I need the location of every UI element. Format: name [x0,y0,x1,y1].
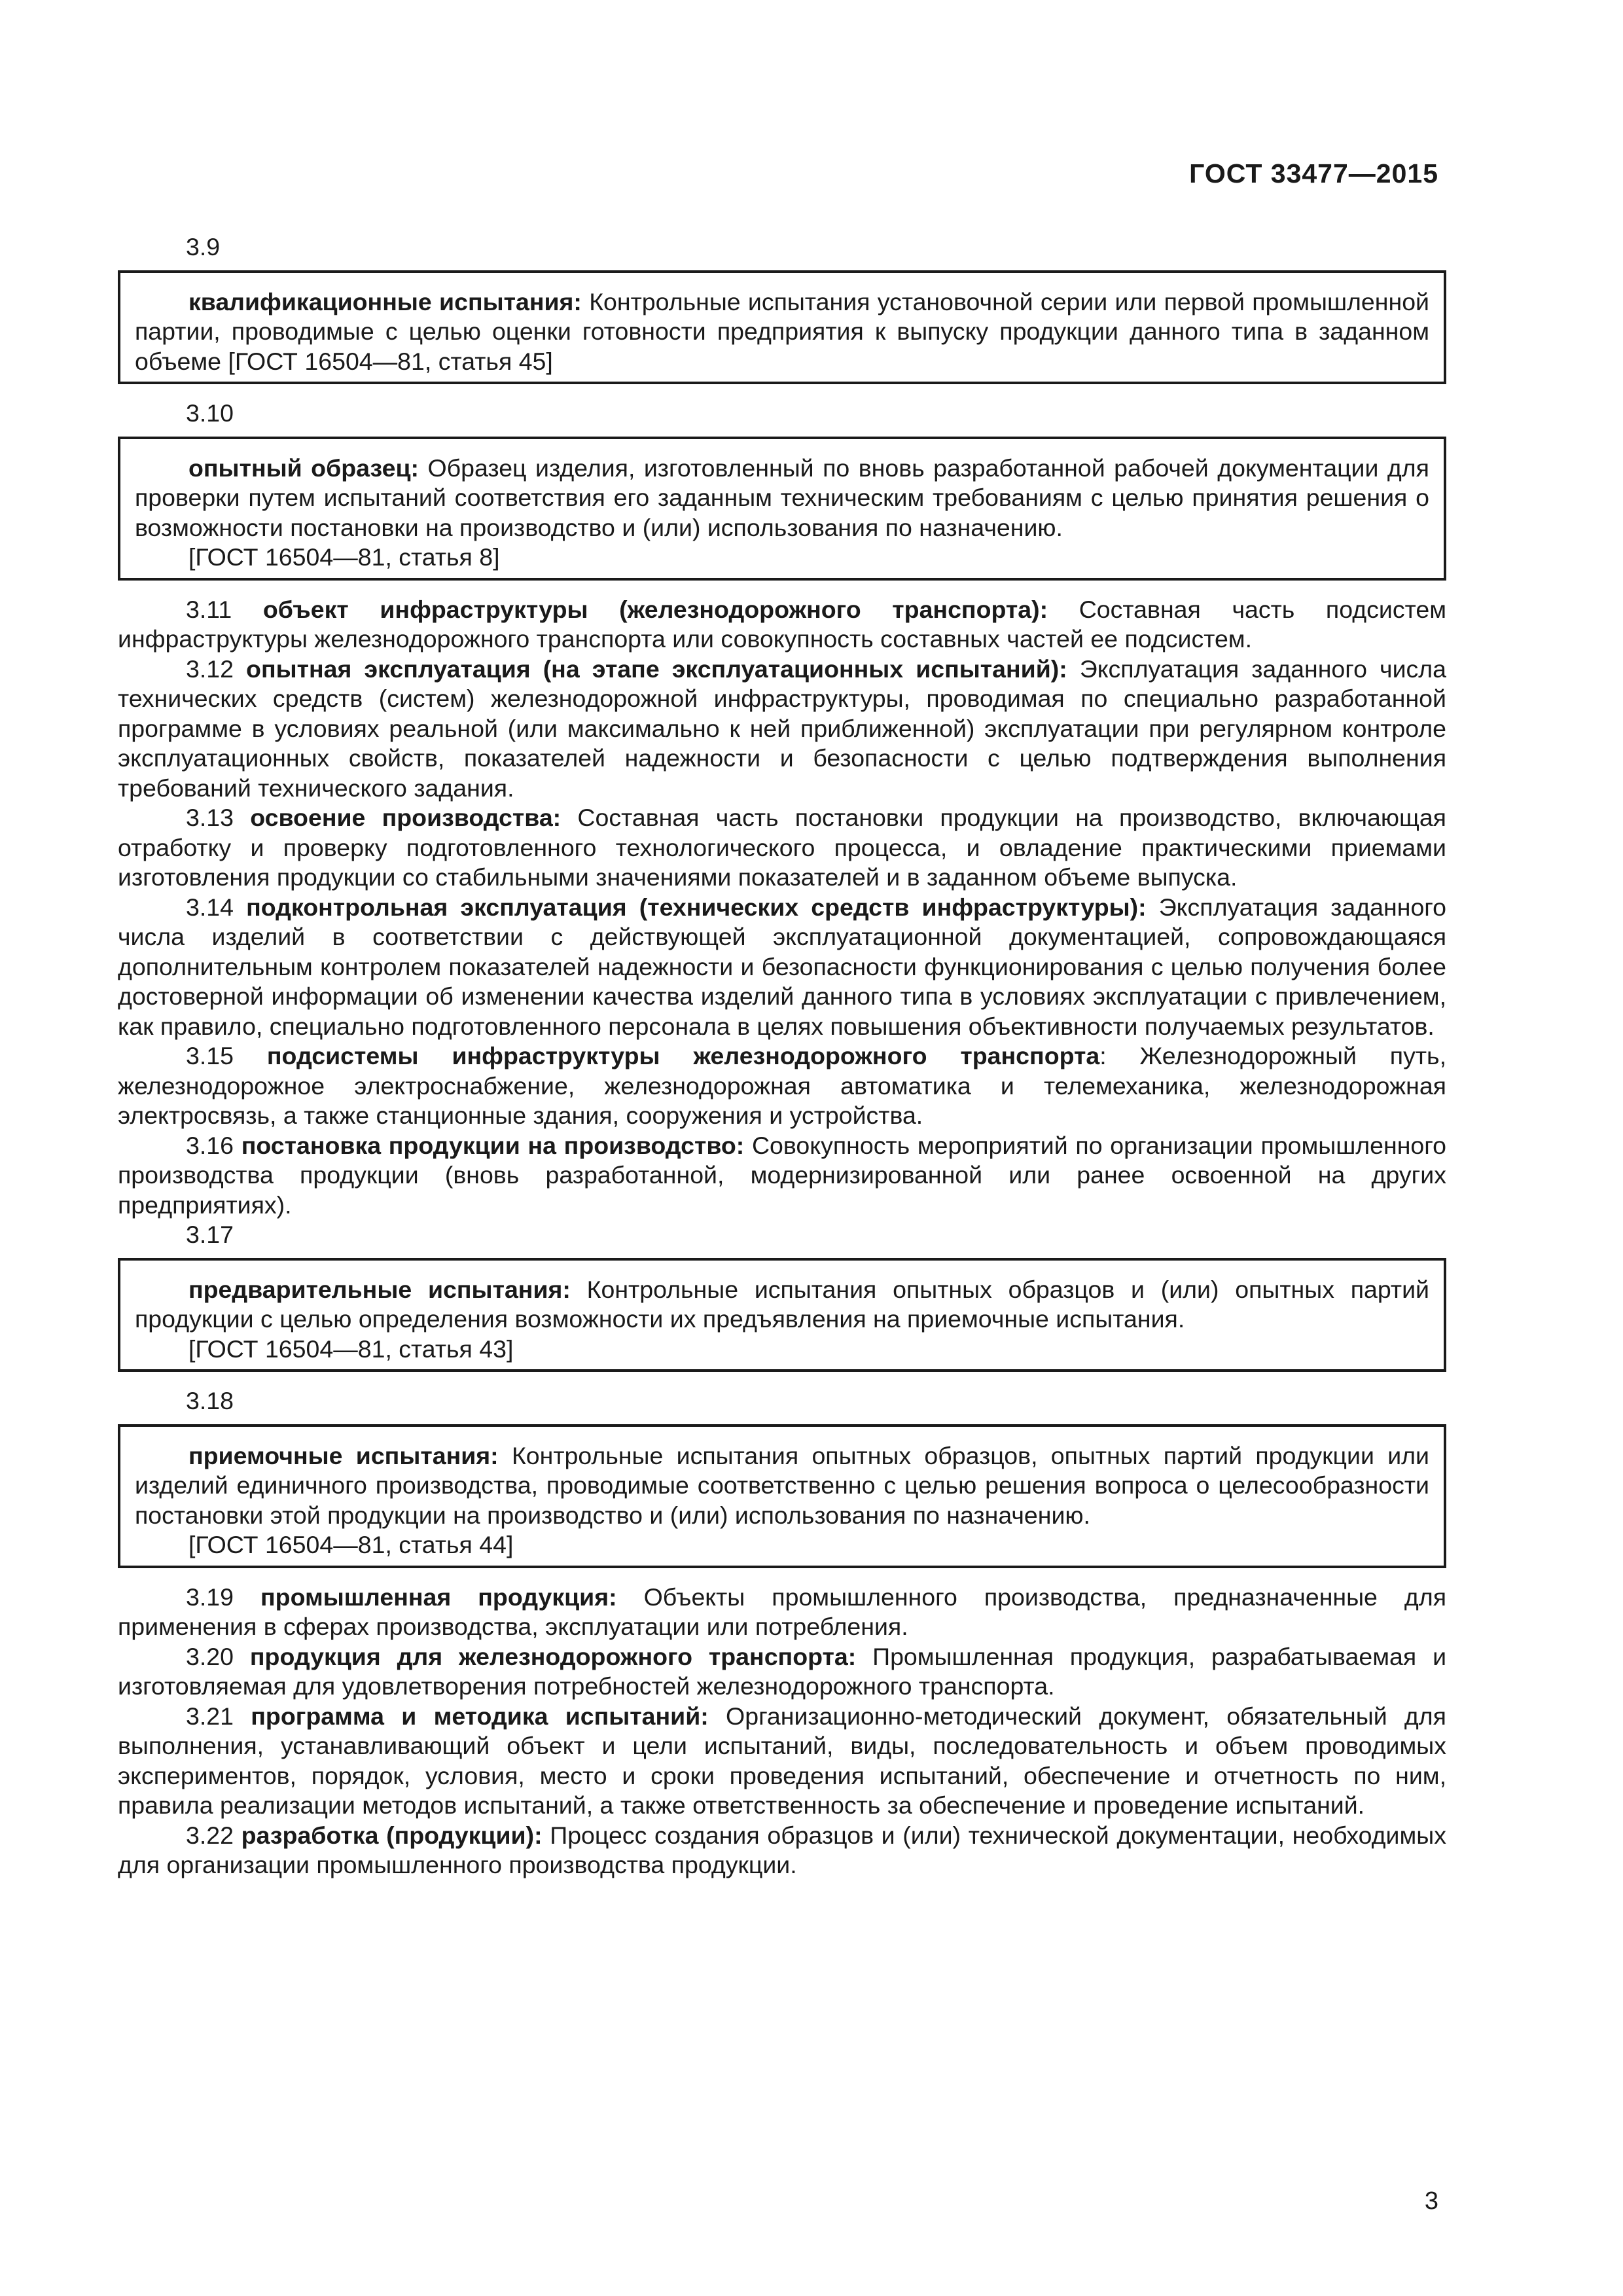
definition: Промышленная продукция, разрабатываемая и изготовляемая для удовлетворения потребностей железнодорожного транспорта. [118,1642,1447,1700]
definition: : Железнодорожный путь, железнодорожное электроснабжение, железнодорожная автоматика и телемеханика, железнодорожная электросвязь, а также станционные здания, сооружения и устройства. [118,1042,1446,1129]
definition-box [118,270,1446,385]
definition: Объекты промышленного производства, предназначенные для применения в сферах производства, эксплуатации или потребления. [118,1583,1447,1640]
clause-number: 3.9 [186,233,221,260]
clause-paragraph [118,1642,1446,1702]
source-reference: [ГОСТ 16504—81, статья 44] [188,1531,514,1558]
clause-number: 3.11 [186,595,232,623]
definition: Составная часть постановки продукции на производство, включающая отработку и проверку подготовленного технологического процесса, и овладение практическими приемами изготовления продукции со стабильными значениями показателей и в заданном объеме выпуска. [118,804,1446,891]
definition-text [135,287,1429,377]
term: продукция для железнодорожного транспорта: [249,1642,857,1670]
clause-paragraph [118,1702,1446,1821]
definition: Процесс создания образцов и (или) технической документации, необходимых для организации промышленного производства продукции. [118,1821,1446,1878]
clause-paragraph [118,1041,1446,1131]
term: приемочные испытания: [188,1441,499,1469]
clause-number: 3.22 [186,1821,234,1849]
clause-number: 3.20 [186,1642,234,1670]
term: объект инфраструктуры (железнодорожного транспорта): [262,595,1048,623]
definition-text [135,1441,1429,1531]
page-number: 3 [1424,2187,1438,2215]
term: опытная эксплуатация (на этапе эксплуатационных испытаний): [246,655,1067,683]
clause-paragraph [118,655,1446,804]
clause-paragraph [118,1821,1446,1880]
clause-number: 3.16 [186,1131,234,1159]
definition: Составная часть подсистем инфраструктуры железнодорожного транспорта или совокупность составных частей ее подсистем. [118,595,1446,653]
clause-number: 3.10 [186,399,234,427]
clause-number: 3.21 [186,1702,234,1730]
definition: Организационно-методический документ, обязательный для выполнения, устанавливающий объект и цели испытаний, виды, последовательность и объем проводимых экспериментов, порядок, условия, место и сроки проведения испытаний, обеспечение и отчетность по ним, правила реализации методов испытаний, а также ответственность за обеспечение и проведение испытаний. [118,1702,1446,1819]
term: подконтрольная эксплуатация (технических средств инфраструктуры): [246,893,1147,921]
definition-text [135,1275,1429,1335]
definition: Образец изделия, изготовленный по вновь разработанной рабочей документации для проверки путем испытаний соответствия его заданным техническим требованиям с целью принятия решения о возможности постановки на производство и (или) использования по назначению. [135,454,1429,541]
clause-paragraph [118,803,1446,893]
clause-number: 3.15 [186,1042,234,1069]
term: разработка (продукции): [241,1821,543,1849]
term: подсистемы инфраструктуры железнодорожного транспорта [266,1042,1100,1069]
clause-number: 3.13 [186,804,234,831]
term: освоение производства: [250,804,562,831]
term: опытный образец: [188,454,419,482]
term: постановка продукции на производство: [241,1131,745,1159]
document-body [118,232,1446,1880]
document-header: ГОСТ 33477—2015 [1189,158,1438,188]
clause-number: 3.12 [186,655,234,683]
source-reference: [ГОСТ 16504—81, статья 8] [188,543,500,571]
clause-number: 3.19 [186,1583,234,1611]
definition: Эксплуатация заданного числа изделий в соответствии с действующей эксплуатационной документацией, сопровождающаяся дополнительным контролем показателей надежности и безопасности функционирования с целью получения более достоверной информации об изменении качества изделий данного типа в условиях эксплуатации с привлечением, как правило, специально подготовленного персонала в целях повышения объективности получаемых результатов. [118,893,1447,1040]
term: промышленная продукция: [260,1583,617,1611]
definition: Контрольные испытания установочной серии или первой промышленной партии, проводимые с целью оценки готовности предприятия к выпуску продукции данного типа в заданном объеме [ГОСТ 16504—81, статья 45] [135,287,1429,375]
term: предварительные испытания: [188,1275,571,1303]
clause-paragraph [118,1131,1446,1221]
definition-box [118,437,1446,581]
source-reference: [ГОСТ 16504—81, статья 43] [188,1335,514,1363]
clause-number: 3.17 [186,1221,234,1248]
clause-number: 3.18 [186,1387,234,1414]
definition-box [118,1258,1446,1372]
clause-paragraph [118,595,1446,655]
term: квалификационные испытания: [188,287,582,315]
definition: Эксплуатация заданного числа технических средств (систем) железнодорожной инфраструктуры, проводимая по специально разработанной программе в условиях реальной (или максимально к ней приближенной) эксплуатации при регулярном контроле эксплуатационных свойств, показателей надежности и безопасности с целью подтверждения выполнения требований технического задания. [118,655,1447,802]
term: программа и методика испытаний: [251,1702,709,1730]
definition-box [118,1424,1446,1568]
definition: Контрольные испытания опытных образцов и (или) опытных партий продукции с целью определения возможности их предъявления на приемочные испытания. [135,1275,1430,1333]
clause-number: 3.14 [186,893,234,921]
definition-text [135,454,1429,543]
definition: Совокупность мероприятий по организации промышленного производства продукции (вновь разработанной, модернизированной или ранее освоенной на других предприятиях). [118,1131,1446,1219]
clause-paragraph [118,893,1446,1042]
definition: Контрольные испытания опытных образцов, опытных партий продукции или изделий единичного производства, проводимые соответственно с целью решения вопроса о целесообразности постановки этой продукции на производство и (или) использования по назначению. [135,1441,1429,1529]
clause-paragraph [118,1583,1446,1642]
